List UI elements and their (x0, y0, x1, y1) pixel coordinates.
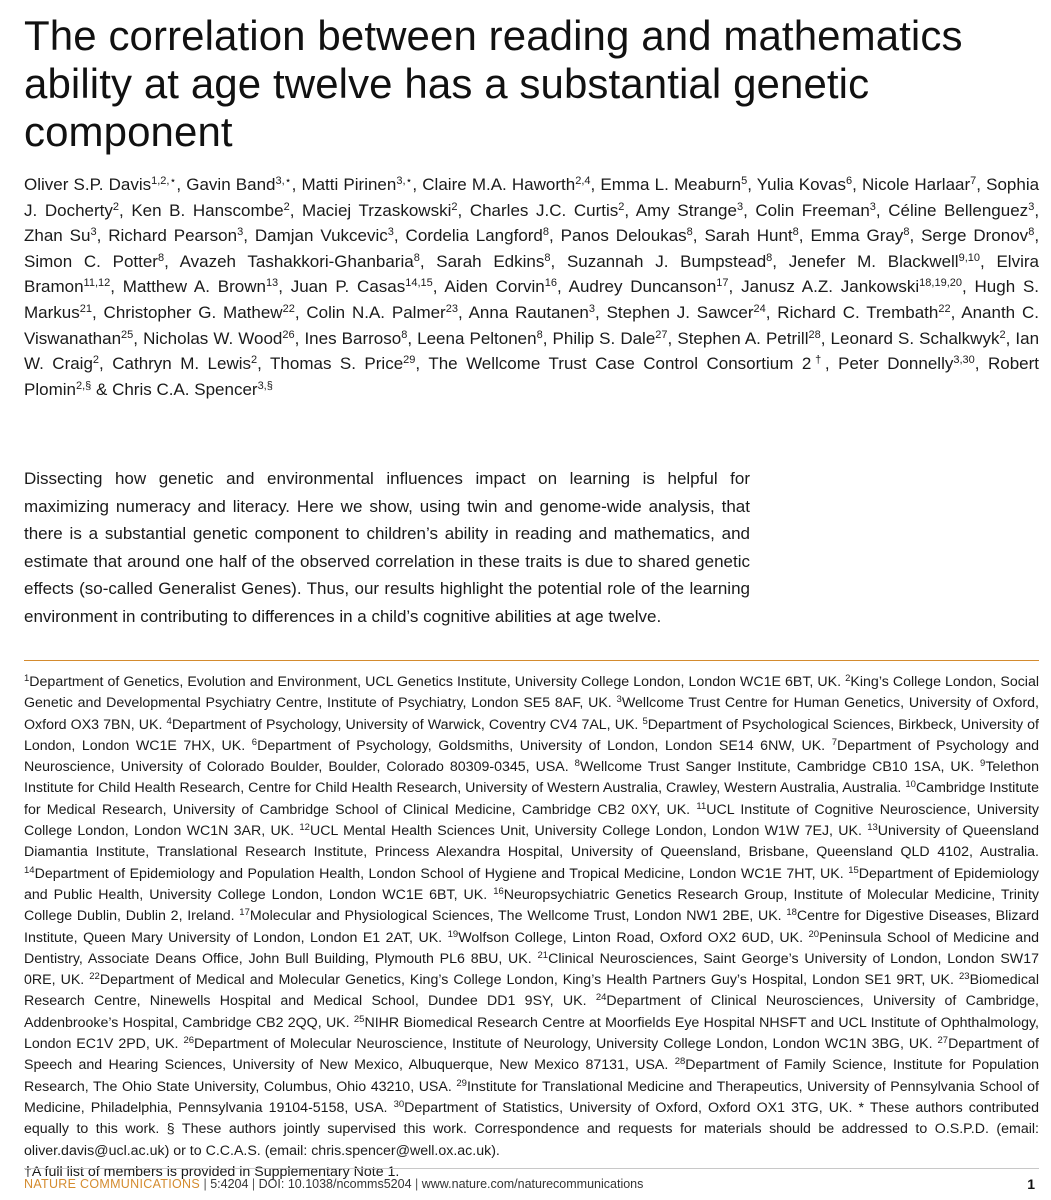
author-name: Chris C.A. Spencer (112, 379, 258, 399)
author-name: Audrey Duncanson (568, 277, 717, 297)
author-affiliation-marker: 8 (544, 251, 551, 264)
affiliation-text: Department of Clinical Neurosciences, University of Cambridge, Addenbrooke’s Hospital, Cambridge CB2 2QQ, UK. (24, 993, 1039, 1031)
author-name: Christopher G. Mathew (103, 302, 283, 322)
affiliation-number: 1 (24, 673, 30, 684)
author-name: Anna Rautanen (468, 302, 589, 322)
correspondence-note: Correspondence and requests for materials should be addressed to O.S.P.D. (email: oliver.davis@ucl.ac.uk) or to C.C.A.S. (email: chris.spencer@well.ox.ac.uk). (24, 1121, 1039, 1159)
author-name: Nicholas W. Wood (143, 328, 283, 348)
affiliation-number: 9 (980, 758, 986, 770)
affiliations-divider (24, 660, 1039, 661)
affiliation-number: 19 (447, 928, 459, 940)
author-affiliation-marker: 16 (544, 277, 558, 290)
author-affiliation-marker: 3,⋆ (396, 175, 413, 187)
author-affiliation-marker: 9,10 (958, 251, 981, 264)
author-name: Gavin Band (186, 175, 276, 194)
affiliation-text: Department of Statistics, University of Oxford, Oxford OX1 3TG, UK. (404, 1099, 853, 1116)
author-name: Jenefer M. Blackwell (788, 251, 959, 271)
affiliation-number: 14 (24, 864, 35, 876)
author-name: Avazeh Tashakkori-Ghanbaria (179, 251, 414, 271)
affiliation-text: Wolfson College, Linton Road, Oxford OX2 6UD, UK. (458, 929, 804, 946)
author-name: Philip S. Dale (552, 328, 656, 348)
author-affiliation-marker: 3,⋆ (275, 175, 292, 187)
author-affiliation-marker: 2 (251, 354, 258, 367)
affiliation-text: Department of Psychological Sciences, Birkbeck, University of London, London WC1E 7HX, UK. (24, 716, 1039, 754)
author-affiliation-marker: 3 (237, 226, 244, 239)
affiliation-number: 29 (456, 1077, 467, 1089)
author-name: Oliver S.P. Davis (24, 175, 152, 194)
affiliation-text: King’s College London, Social Genetic and Developmental Psychiatry Centre, Institute of Psychiatry, London SE5 8AF, UK. (24, 674, 1039, 712)
author-affiliation-marker: 2 (283, 200, 290, 213)
author-name: Cordelia Langford (405, 226, 543, 246)
author-affiliation-marker: 2 (451, 200, 458, 213)
author-affiliation-marker: 5 (741, 175, 748, 187)
affiliation-text: Department of Molecular Neuroscience, Institute of Neurology, University College London, London WC1N 3BG, UK. (194, 1036, 933, 1053)
author-name: Emma Gray (810, 226, 904, 246)
affiliation-text: Molecular and Physiological Sciences, The Wellcome Trust, London NW1 2BE, UK. (249, 908, 782, 925)
author-name: Maciej Trzaskowski (302, 200, 452, 220)
author-name: Ananth C. Viswanathan (24, 302, 1039, 348)
page-footer (24, 1174, 1039, 1196)
author-name: Yulia Kovas (756, 175, 847, 194)
author-affiliation-marker: 8 (542, 226, 550, 239)
author-name: Elvira Bramon (24, 251, 1039, 297)
author-affiliation-marker: 2 (999, 328, 1006, 341)
author-affiliation-marker: 2 (92, 354, 100, 367)
affiliation-text: Department of Psychology, University of Warwick, Coventry CV4 7AL, UK. (171, 716, 639, 733)
affiliation-text: Cambridge Institute for Medical Research, University of Cambridge School of Clinical Medicine, Cambridge CB2 0XY, UK. (24, 780, 1039, 818)
affiliation-text: Wellcome Trust Centre for Human Genetics, University of Oxford, Oxford OX3 7BN, UK. (24, 695, 1039, 733)
author-name: Aiden Corvin (444, 277, 545, 297)
author-name: Peter Donnelly (838, 354, 954, 374)
footer-separator: | (415, 1177, 419, 1191)
affiliations-block (24, 672, 1039, 1183)
author-affiliation-marker: 3 (736, 200, 744, 213)
affiliation-text: Clinical Neurosciences, Saint George’s University of London, London SW17 0RE, UK. (24, 950, 1039, 989)
affiliation-number: 20 (808, 928, 820, 940)
affiliation-number: 23 (959, 971, 970, 983)
affiliation-number: 13 (867, 822, 878, 834)
author-affiliation-marker: 3 (588, 302, 595, 315)
affiliation-text: Department of Medical and Molecular Genetics, King’s College London, King’s Health Partners Guy’s Hospital, London SE1 9RT, UK. (99, 972, 954, 989)
affiliation-number: 8 (574, 758, 580, 770)
affiliation-text: Department of Family Science, Institute for Population Research, The Ohio State University, Columbus, Ohio 43210, USA. (24, 1057, 1039, 1095)
author-affiliation-marker: 8 (686, 226, 693, 239)
author-affiliation-marker: 21 (79, 302, 92, 315)
author-name: Cathryn M. Lewis (112, 354, 252, 374)
author-affiliation-marker: 22 (282, 302, 295, 315)
author-name: Emma L. Meaburn (600, 175, 742, 194)
author-name: Ken B. Hanscombe (131, 200, 284, 220)
author-name: Simon C. Potter (24, 251, 158, 271)
footer-divider (24, 1168, 1039, 1169)
author-name: Colin N.A. Palmer (306, 302, 446, 322)
author-name: Panos Deloukas (560, 226, 687, 246)
author-affiliation-marker: 14,15 (405, 277, 433, 290)
author-affiliation-marker: 1,2,⋆ (151, 175, 177, 187)
author-name: Colin Freeman (755, 200, 870, 220)
author-name: Ines Barroso (304, 328, 402, 348)
consortium-note: †A full list of members is provided in Supplementary Note 1. (24, 1163, 400, 1180)
affiliation-number: 3 (616, 694, 622, 706)
author-affiliation-marker: 8 (792, 226, 799, 239)
author-name: Matthew A. Brown (122, 277, 266, 297)
affiliation-number: 16 (493, 885, 504, 897)
article-title: The correlation between reading and mathematics ability at age twelve has a substantial genetic component (24, 12, 963, 155)
affiliation-number: 12 (299, 822, 310, 834)
affiliation-text: Telethon Institute for Child Health Research, Centre for Child Health Research, University of Western Australia, Crawley, Western Australia, Australia. (24, 759, 1039, 797)
author-name: Juan P. Casas (290, 277, 406, 297)
affiliation-number: 22 (89, 971, 100, 983)
affiliation-list (24, 674, 1039, 1116)
abstract: Dissecting how genetic and environmental influences impact on learning is helpful for maximizing numeracy and literacy. Here we show, using twin and genome-wide analysis, that there is a substantial genetic component to children’s ability in reading and mathematics, and estimate that around one half of the observed correlation in these traits is due to shared genetic effects (so-called Generalist Genes). Thus, our results highlight the potential role of the learning environment in contributing to differences in a child’s cognitive abilities at age twelve. (24, 469, 750, 626)
author-affiliation-marker: 3 (90, 226, 97, 239)
author-affiliation-marker: 7 (970, 175, 977, 187)
author-affiliation-marker: 8 (903, 226, 910, 239)
affiliation-text: Wellcome Trust Sanger Institute, Cambridge CB10 1SA, UK. (579, 759, 975, 776)
affiliation-number: 15 (848, 864, 859, 876)
author-affiliation-marker: 3,30 (953, 354, 975, 367)
affiliation-number: 27 (937, 1035, 949, 1047)
affiliation-text: Biomedical Research Centre, Ninewells Hospital and Medical School, Dundee DD1 9SY, UK. (24, 972, 1039, 1010)
author-name: Richard Pearson (108, 226, 238, 246)
author-affiliation-marker: 3 (869, 200, 876, 213)
joint-supervision-note: § These authors jointly supervised this work. (166, 1121, 467, 1138)
author-name: Amy Strange (635, 200, 737, 220)
author-affiliation-marker: 28 (808, 328, 821, 341)
affiliation-number: 11 (696, 800, 707, 812)
journal-volume: 5:4204 (210, 1177, 249, 1191)
author-affiliation-marker: 2,4 (575, 175, 591, 187)
affiliation-text: Centre for Digestive Diseases, Blizard Institute, Queen Mary University of London, London E1 2AT, UK. (24, 908, 1039, 946)
author-name: Stephen A. Petrill (677, 328, 809, 348)
author-affiliation-marker: 18,19,20 (919, 277, 962, 290)
affiliation-text: Department of Genetics, Evolution and Environment, UCL Genetics Institute, University College London, London WC1E 6BT, UK. (29, 674, 842, 690)
author-name: Sarah Hunt (704, 226, 793, 246)
author-affiliation-marker: 22 (938, 302, 951, 315)
author-name: Claire M.A. Haworth (422, 175, 576, 194)
affiliation-number: 17 (239, 907, 250, 919)
affiliation-text: NIHR Biomedical Research Centre at Moorfields Eye Hospital NHSFT and UCL Institute of Ophthalmology, London EC1V 2PD, UK. (24, 1014, 1039, 1053)
author-name: Zhan Su (24, 226, 91, 246)
author-affiliation-marker: 3,§ (257, 379, 273, 392)
author-affiliation-marker: 8 (413, 251, 420, 264)
affiliation-text: Neuropsychiatric Genetics Research Group, Institute of Molecular Medicine, Trinity College Dublin, Dublin 2, Ireland. (24, 886, 1039, 925)
author-affiliation-marker: † (811, 354, 825, 367)
author-affiliation-marker: 3 (1028, 200, 1035, 213)
author-name: Janusz A.Z. Jankowski (741, 277, 920, 297)
author-affiliation-marker: 26 (282, 328, 295, 341)
affiliation-number: 4 (166, 715, 172, 727)
author-name: The Wellcome Trust Case Control Consortium 2 (428, 354, 812, 374)
author-name: Richard C. Trembath (777, 302, 939, 322)
author-name: Sarah Edkins (436, 251, 545, 271)
affiliation-number: 24 (595, 992, 607, 1004)
affiliation-number: 21 (537, 949, 549, 961)
author-name: Nicole Harlaar (862, 175, 971, 194)
author-affiliation-marker: 29 (403, 354, 416, 367)
author-name: Céline Bellenguez (888, 200, 1029, 220)
affiliation-text: UCL Mental Health Sciences Unit, University College London, London W1W 7EJ, UK. (309, 823, 862, 840)
author-name: Leena Peltonen (417, 328, 537, 348)
author-name: Robert Plomin (24, 354, 1039, 399)
journal-url-link[interactable]: www.nature.com/naturecommunications (421, 1177, 644, 1191)
author-name: Sophia J. Docherty (24, 175, 1040, 220)
affiliation-number: 30 (393, 1098, 405, 1110)
author-list: Oliver S.P. Davis$^{1,2,⋆}$, Gavin Band$^{3,⋆}$, Matti Pirinen$^{3,⋆}$, Claire M.A. Haworth$^{2,4}$, Emma L. Meaburn$^5$, Yulia Kovas$^6$, Nicole Harlaar$^7$, Sophia J. Docherty$^2$, Ken B. Hanscombe$^2$, Maciej Trzaskowski$^2$, Charles J.C. Curtis$^2$, Amy Strange$^3$, Colin Freeman$^3$, Céline Bellenguez$^3$, Zhan Su$^3$, Richard Pearson$^3$, Damjan Vukcevic$^3$, Cordelia Langford$^8$, Panos Deloukas$^8$, Sarah Hunt$^8$, Emma Gray$^8$, Serge Dronov$^8$, Simon C. Potter$^8$, Avazeh Tashakkori-Ghanbaria$^8$, Sarah Edkins$^8$, Suzannah J. Bumpstead$^8$, Jenefer M. Blackwell$^{9,10}$, Elvira Bramon$^{11,12}$, Matthew A. Brown$^{13}$, Juan P. Casas$^{14,15}$, Aiden Corvin$^{16}$, Audrey Duncanson$^{17}$, Janusz A.Z. Jankowski$^{18,19,20}$, Hugh S. Markus$^{21}$, Christopher G. Mathew$^{22}$, Colin N.A. Palmer$^{23}$, Anna Rautanen$^3$, Stephen J. Sawcer$^{24}$, Richard C. Trembath$^{22}$, Ananth C. Viswanathan$^{25}$, Nicholas W. Wood$^{26}$, Ines Barroso$^8$, Leena Peltonen$^8$, Philip S. Dale$^{27}$, Stephen A. Petrill$^{28}$, Leonard S. Schalkwyk$^2$, Ian W. Craig$^2$, Cathryn M. Lewis$^2$, Thomas S. Price$^{29}$, The Wellcome Trust Case Control Consortium 2†, Peter Donnelly$^{3,30}$, Robert Plomin$^{2,\S}$ & Chris C.A. Spencer$^{3,\S}$ (24, 175, 1040, 399)
equal-contribution-note: * These authors contributed equally to this work. (24, 1099, 1039, 1138)
affiliation-number: 7 (831, 736, 838, 748)
author-affiliation-marker: 17 (716, 277, 729, 290)
affiliation-number: 18 (786, 907, 797, 919)
affiliation-number: 10 (905, 779, 916, 791)
affiliation-number: 28 (674, 1056, 686, 1068)
affiliation-text: Department of Psychology and Neuroscience, University of Colorado Boulder, Boulder, Colorado 80309-0345, USA. (24, 737, 1039, 776)
author-affiliation-marker: 27 (655, 328, 668, 341)
author-affiliation-marker: 8 (536, 328, 543, 341)
author-affiliation-marker: 24 (753, 302, 766, 315)
affiliation-number: 2 (845, 673, 851, 684)
affiliation-text: Department of Epidemiology and Public Health, University College London, London WC1E 6BT, UK. (24, 865, 1039, 903)
author-affiliation-marker: 2,§ (75, 379, 92, 392)
author-affiliation-marker: 8 (766, 251, 773, 264)
affiliation-text: UCL Institute of Cognitive Neuroscience, University College London, London WC1N 3AR, UK. (24, 801, 1039, 840)
author-affiliation-marker: 25 (121, 328, 134, 341)
journal-name: NATURE COMMUNICATIONS (24, 1177, 200, 1191)
author-name: Damjan Vukcevic (254, 226, 388, 246)
author-name: Stephen J. Sawcer (606, 302, 754, 322)
page-number: 1 (1027, 1176, 1035, 1192)
author-name: Suzannah J. Bumpstead (566, 251, 767, 271)
affiliation-text: Department of Epidemiology and Population Health, London School of Hygiene and Tropical Medicine, London WC1E 7HT, UK. (34, 865, 844, 882)
author-affiliation-marker: 8 (157, 251, 165, 264)
author-affiliation-marker: 3 (387, 226, 394, 239)
author-affiliation-marker: 8 (401, 328, 408, 341)
author-affiliation-marker: 11,12 (83, 277, 111, 290)
affiliation-number: 5 (642, 715, 648, 727)
affiliation-text: University of Queensland Diamantia Institute, Translational Research Institute, Princess Alexandra Hospital, University of Queensland, Brisbane, Queensland QLD 4102, Australia. (24, 823, 1039, 861)
affiliation-text: Peninsula School of Medicine and Dentistry, Associate Deans Office, John Bull Building, Plymouth PL6 8BU, UK. (24, 929, 1039, 967)
affiliation-number: 25 (353, 1013, 365, 1025)
author-name: Serge Dronov (921, 226, 1029, 246)
footer-separator: | (251, 1177, 256, 1191)
footer-separator: | (203, 1177, 207, 1191)
author-name: Matti Pirinen (301, 175, 397, 194)
author-affiliation-marker: 2 (618, 200, 625, 213)
affiliation-number: 26 (183, 1035, 195, 1047)
author-affiliation-marker: 8 (1028, 226, 1035, 239)
author-name: Thomas S. Price (270, 354, 404, 374)
affiliation-text: Institute for Translational Medicine and Therapeutics, University of Pennsylvania School of Medicine, Philadelphia, Pennsylvania 19104-5158, USA. (24, 1078, 1039, 1116)
affiliation-text: Department of Psychology, Goldsmiths, University of London, London SE14 6NW, UK. (257, 737, 826, 754)
doi-text: DOI: 10.1038/ncomms5204 (258, 1177, 412, 1191)
author-affiliation-marker: 23 (445, 302, 458, 315)
author-affiliation-marker: 2 (112, 200, 119, 213)
author-name: Leonard S. Schalkwyk (830, 328, 1000, 348)
affiliation-number: 6 (251, 736, 258, 748)
author-affiliation-marker: 6 (846, 175, 853, 187)
author-name: Ian W. Craig (24, 328, 1040, 374)
author-name: Hugh S. Markus (24, 277, 1040, 322)
affiliation-text: Department of Speech and Hearing Sciences, University of New Mexico, Albuquerque, New Mexico 87131, USA. (24, 1036, 1039, 1074)
author-affiliation-marker: 13 (265, 277, 279, 290)
author-name: Charles J.C. Curtis (469, 200, 619, 220)
